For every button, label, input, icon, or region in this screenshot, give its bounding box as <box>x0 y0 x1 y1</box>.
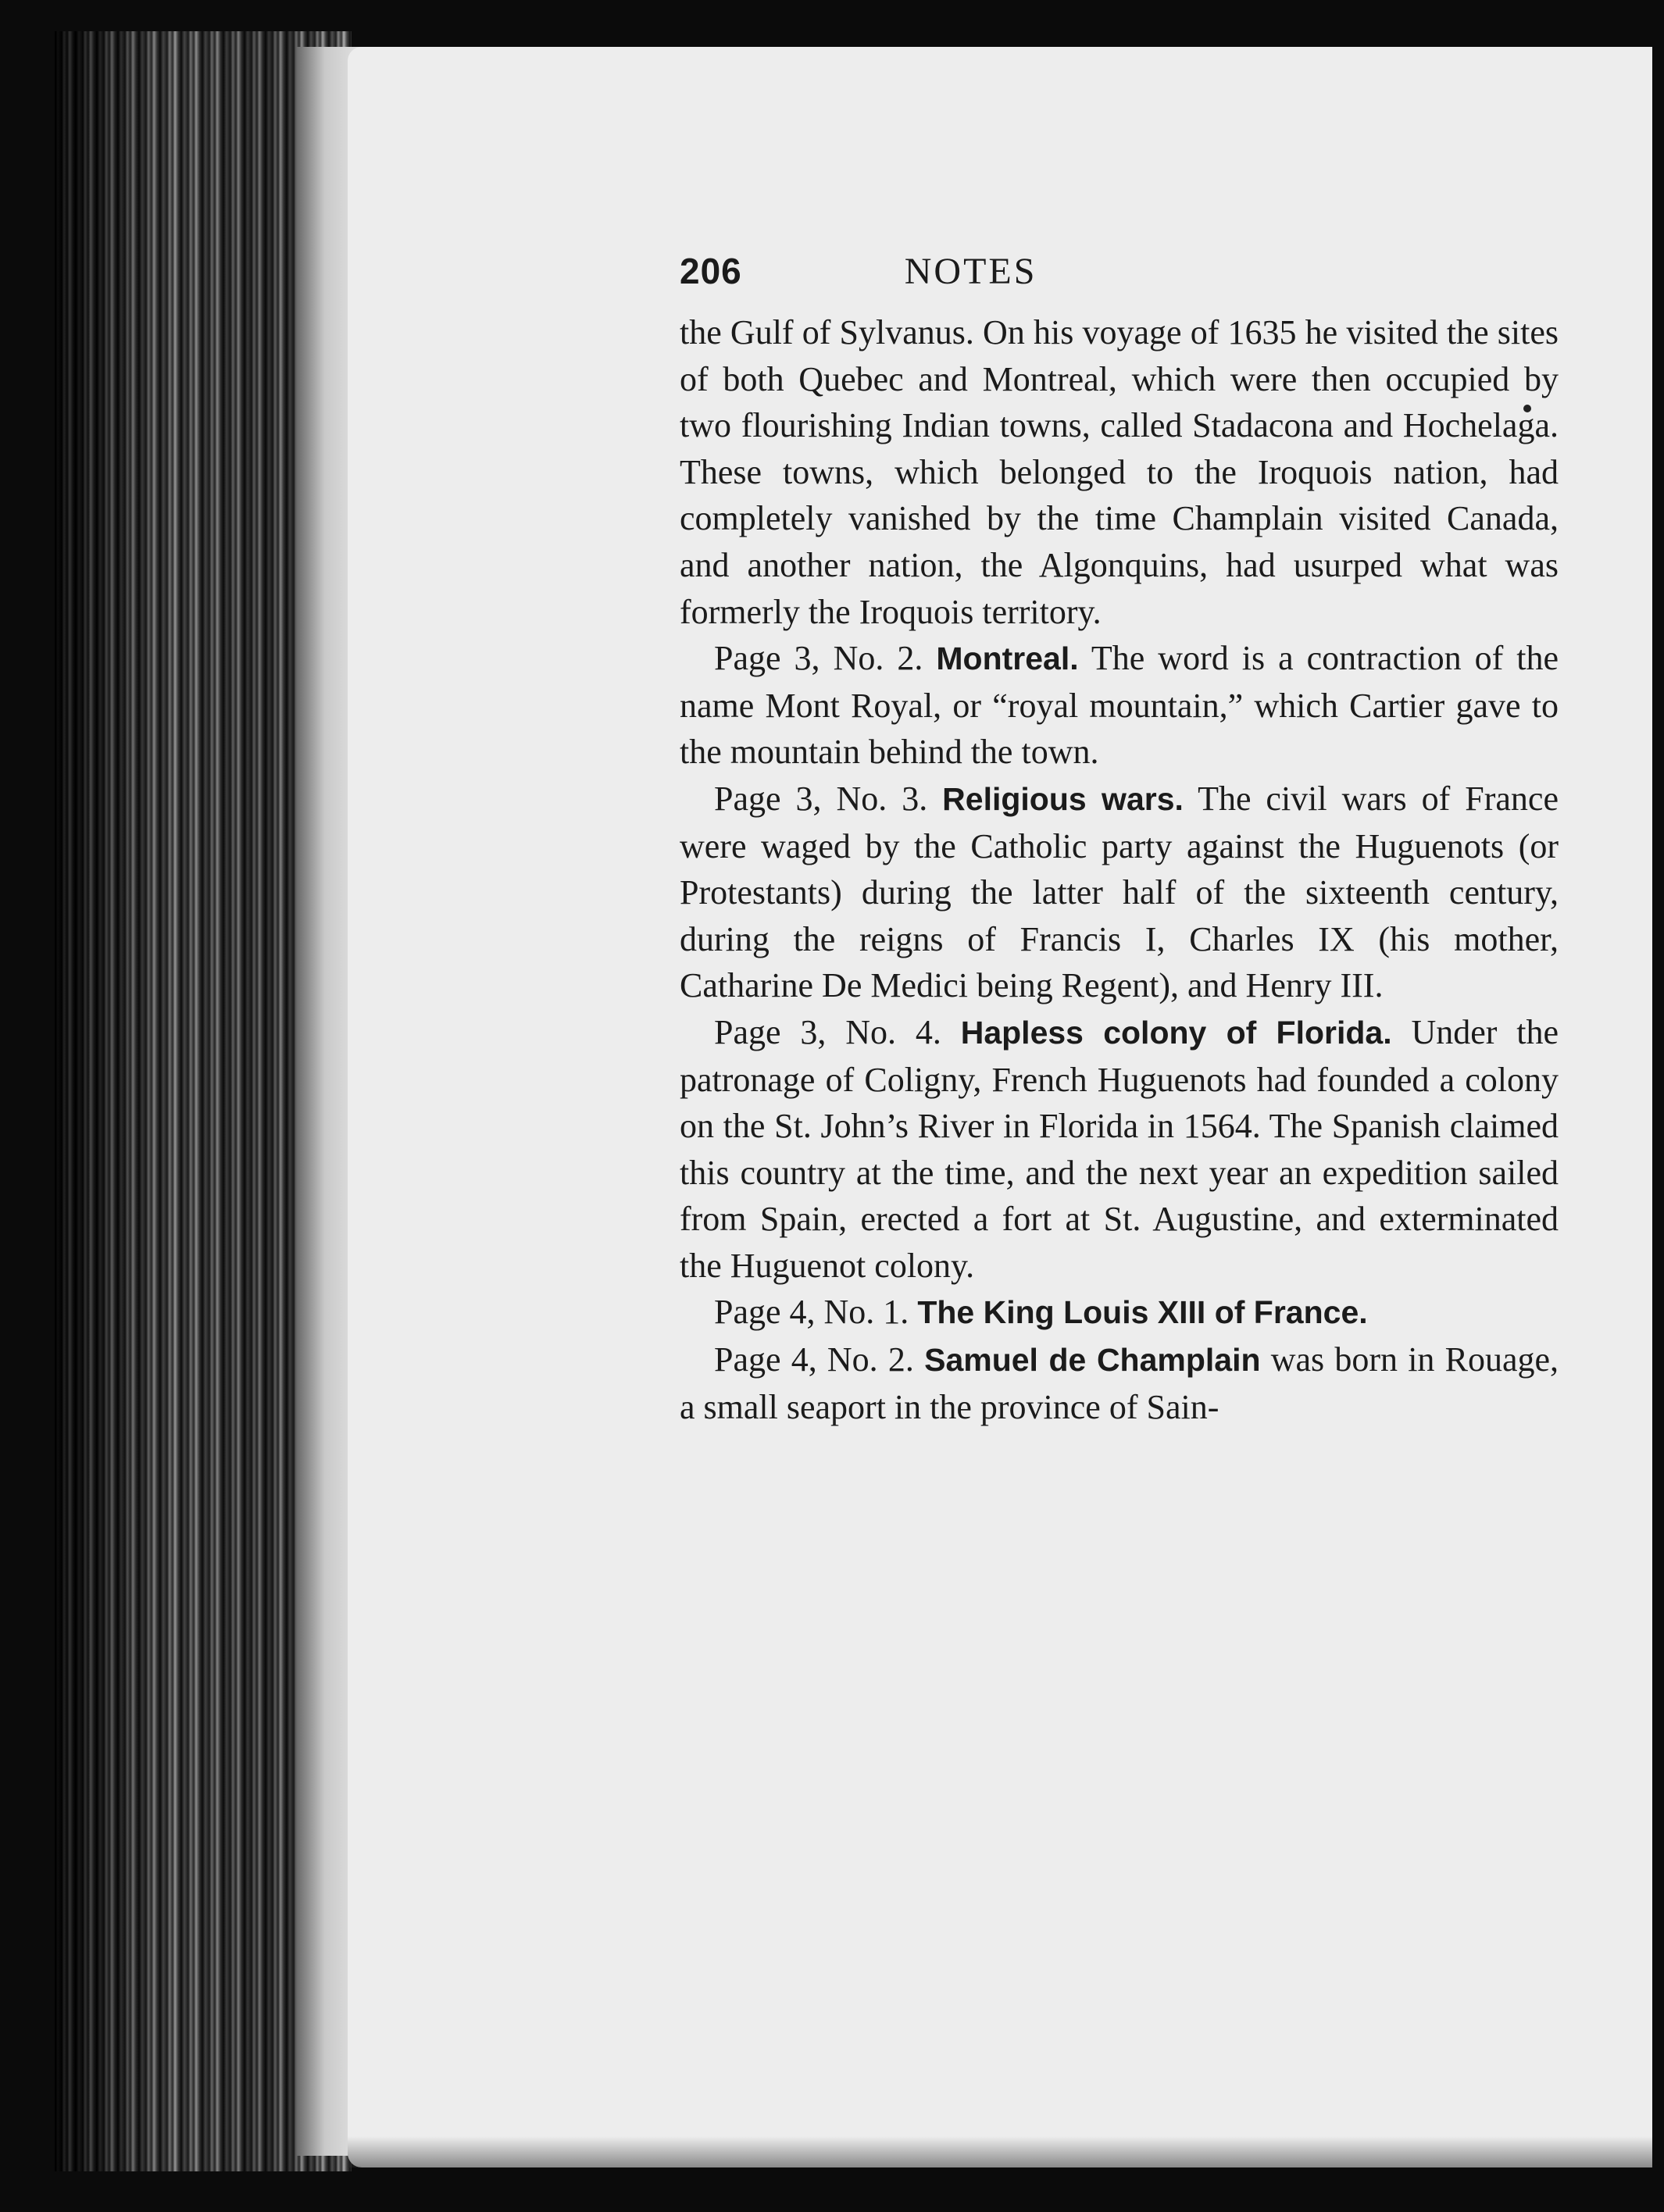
note-term: Religious wars. <box>942 780 1184 817</box>
note-term: Montreal. <box>936 640 1079 677</box>
note-entry <box>680 1336 1559 1430</box>
note-term: Samuel de Champlain <box>924 1342 1261 1379</box>
note-term: Hapless colony of Florida. <box>960 1014 1392 1051</box>
note-reference: Page 3, No. 3. <box>714 779 928 818</box>
note-entry <box>680 776 1559 1009</box>
note-reference: Page 4, No. 1. <box>714 1293 909 1332</box>
note-text: The civil wars of France were waged by the Catholic party against the Huguenots (or Protestants) during the latter half of the sixteenth century, during the reigns of Francis I, Charles IX (his mother, Catharine De Medici being Regent), and Henry III. <box>680 779 1559 1005</box>
note-term: The King Louis XIII of France. <box>917 1294 1368 1331</box>
page-text <box>680 248 1559 1430</box>
note-entry <box>680 635 1559 776</box>
continuation-paragraph: the Gulf of Sylvanus. On his voyage of 1635 he visited the sites of both Quebec and Montreal, which were then occupied by two flourishing Indian towns, called Stadacona and Hochelaga. These towns, which belonged to the Iroquois nation, had completely vanished by the time Champlain visited Canada, and another nation, the Algonquins, had usurped what was formerly the Iroquois territory. <box>680 313 1559 631</box>
page-number: 206 <box>680 251 742 291</box>
note-entry <box>680 1009 1559 1290</box>
running-head: NOTES <box>904 251 1037 292</box>
note-reference: Page 3, No. 4. <box>714 1012 941 1051</box>
page-header <box>680 248 1559 306</box>
note-reference: Page 3, No. 2. <box>714 639 923 678</box>
note-text: was born in Rouage, a small seaport in the province of Sain- <box>680 1340 1559 1426</box>
note-text: The word is a contraction of the name Mont Royal, or “royal mountain,” which Cartier gave to the mountain behind the town. <box>680 639 1559 772</box>
note-entry <box>680 1289 1559 1336</box>
note-text: Under the patronage of Coligny, French Huguenots had founded a colony on the St. John’s River in Florida in 1564. The Spanish claimed this country at the time, and the next year an expedition sailed from Spain, erected a fort at St. Augustine, and exterminated the Huguenot colony. <box>680 1012 1559 1285</box>
note-reference: Page 4, No. 2. <box>714 1340 914 1379</box>
